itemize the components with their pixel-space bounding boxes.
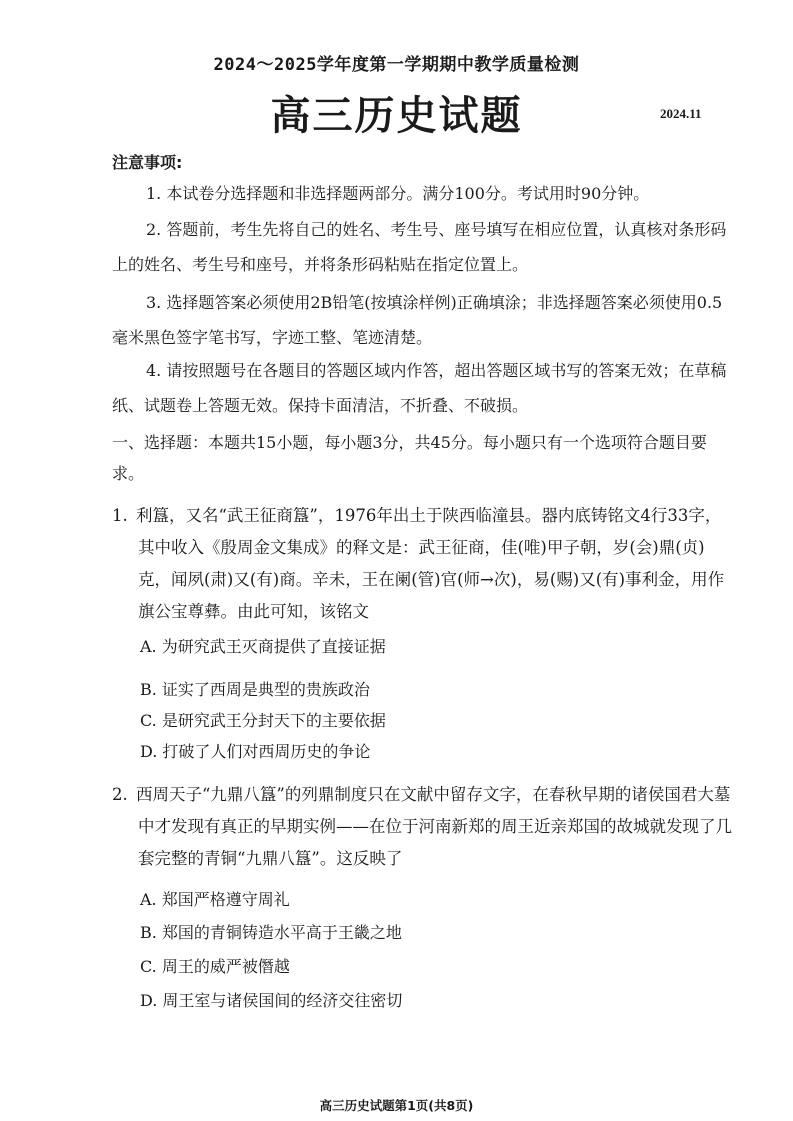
notice-heading: 注意事项:: [112, 153, 183, 172]
exam-title: 高三历史试题: [270, 92, 523, 139]
section-instruction: 一、选择题：本题共15小题，每小题3分，共45分。每小题只有一个选项符合题目要求。: [112, 433, 707, 483]
question-1-option-d: D. 打破了人们对西周历史的争论: [140, 742, 371, 761]
question-1-option-a: A. 为研究武王灭商提供了直接证据: [140, 637, 386, 656]
question-2-option-b: B. 郑国的青铜铸造水平高于王畿之地: [140, 923, 402, 942]
question-1-option-b: B. 证实了西周是典型的贵族政治: [140, 680, 370, 699]
question-1-stem: 利簋，又名“武王征商簋”，1976年出土于陕西临潼县。器内底铸铭文4行33字，其中收入《殷周金文集成》的释文是：武王征商，佳(唯)甲子朝，岁(会)鼎(贞)克，闻夙(肃)又(有)商。辛未，王在阑(管)官(师→次)，易(赐)又(有)事利金，用作旗公宝尊彝。由此可知，该铭文: [136, 506, 725, 621]
notice-item-1: 1. 本试卷分选择题和非选择题两部分。满分100分。考试用时90分钟。: [146, 184, 650, 203]
question-2-option-c: C. 周王的威严被僭越: [140, 957, 290, 976]
question-2-stem: 西周天子“九鼎八簋”的列鼎制度只在文献中留存文字，在春秋早期的诸侯国君大墓中才发现有真正的早期实例——在位于河南新郑的周王近亲郑国的故城就发现了几套完整的青铜“九鼎八簋”。这反映了: [136, 785, 732, 868]
exam-subtitle: 2024～2025学年度第一学期期中教学质量检测: [213, 55, 580, 75]
question-2-number: 2.: [112, 785, 128, 804]
exam-date: 2024.11: [660, 106, 702, 121]
page-footer: 高三历史试题第1页(共8页): [319, 1098, 474, 1113]
question-1: [112, 500, 734, 628]
question-1-number: 1.: [112, 506, 128, 525]
question-1-option-c: C. 是研究武王分封天下的主要依据: [140, 711, 386, 730]
notice-item-3: 3. 选择题答案必须使用2B铅笔(按填涂样例)正确填涂；非选择题答案必须使用0.5毫米黑色签字笔书写，字迹工整、笔迹清楚。: [112, 293, 723, 347]
question-2-option-a: A. 郑国严格遵守周礼: [140, 890, 290, 909]
notice-item-4: 4. 请按照题号在各题目的答题区域内作答，超出答题区域书写的答案无效；在草稿纸、试题卷上答题无效。保持卡面清洁，不折叠、不破损。: [112, 361, 727, 415]
question-2: [112, 779, 734, 875]
notice-item-2: 2. 答题前，考生先将自己的姓名、考生号、座号填写在相应位置，认真核对条形码上的姓名、考生号和座号，并将条形码粘贴在指定位置上。: [112, 220, 727, 274]
question-2-option-d: D. 周王室与诸侯国间的经济交往密切: [140, 991, 403, 1010]
